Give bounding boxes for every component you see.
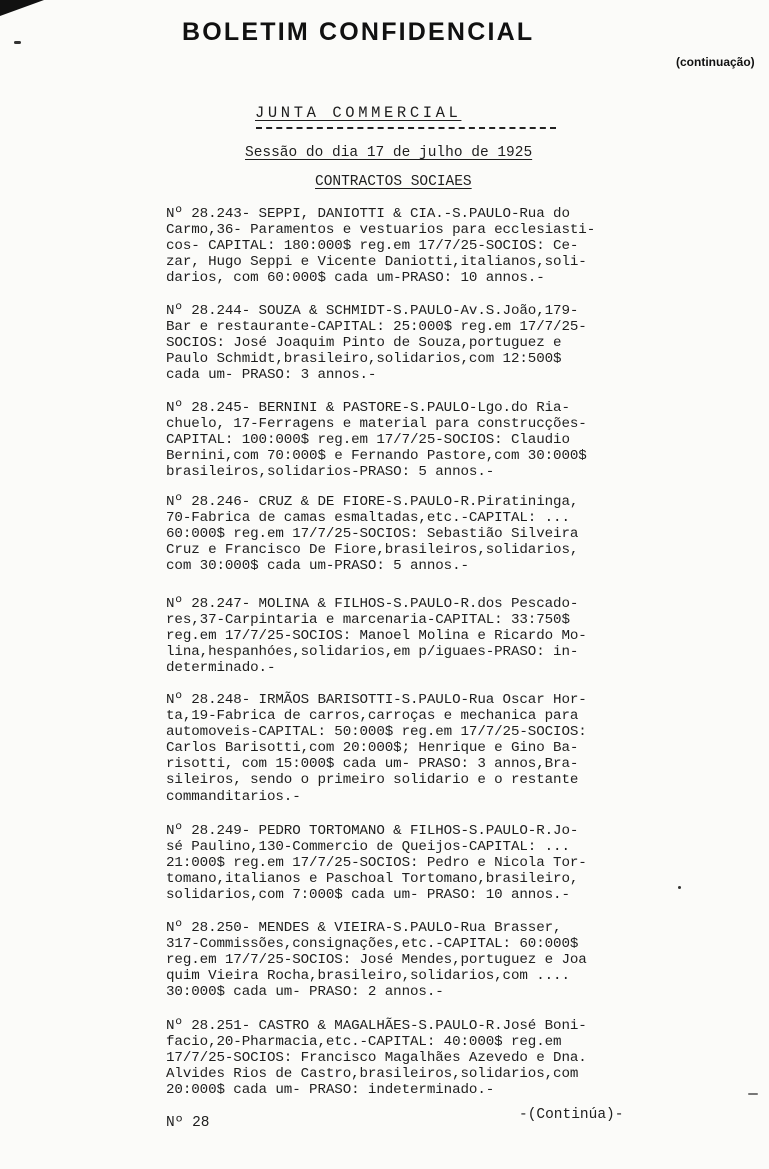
entry-line: 70-Fabrica de camas esmaltadas,etc.-CAPITAL: ... bbox=[166, 510, 570, 527]
entry-line: zar, Hugo Seppi e Vicente Daniotti,italianos,soli- bbox=[166, 254, 587, 271]
entry-line: 21:000$ reg.em 17/7/25-SOCIOS: Pedro e Nicola Tor- bbox=[166, 855, 587, 872]
entry-line: Carmo,36- Paramentos e vestuarios para ecclesiasti- bbox=[166, 222, 596, 239]
entry-line: Nº 28.244- SOUZA & SCHMIDT-S.PAULO-Av.S.João,179- bbox=[166, 303, 579, 319]
entry-line: Paulo Schmidt,brasileiro,solidarios,com 12:500$ bbox=[166, 351, 562, 368]
entry-line: CAPITAL: 100:000$ reg.em 17/7/25-SOCIOS: Claudio bbox=[166, 432, 570, 449]
entry-line: Nº 28.245- BERNINI & PASTORE-S.PAULO-Lgo.do Ria- bbox=[166, 400, 570, 416]
session-date: Sessão do dia 17 de julho de 1925 bbox=[245, 145, 533, 161]
section-heading: JUNTA COMMERCIAL bbox=[255, 104, 462, 122]
heading-divider bbox=[256, 127, 556, 129]
contract-entry bbox=[166, 1018, 666, 1098]
section-subheading: CONTRACTOS SOCIAES bbox=[315, 174, 472, 190]
scan-speck bbox=[678, 886, 681, 889]
entry-line: 17/7/25-SOCIOS: Francisco Magalhães Azevedo e Dna. bbox=[166, 1050, 587, 1067]
contract-entry bbox=[166, 596, 666, 676]
scan-speck bbox=[748, 1093, 758, 1095]
entry-line: quim Vieira Rocha,brasileiro,solidarios,com .... bbox=[166, 968, 570, 985]
entry-line: cos- CAPITAL: 180:000$ reg.em 17/7/25-SOCIOS: Ce- bbox=[166, 238, 579, 255]
entry-line: SOCIOS: José Joaquim Pinto de Souza,portuguez e bbox=[166, 335, 562, 352]
entry-line: 30:000$ cada um- PRASO: 2 annos.- bbox=[166, 984, 444, 1001]
entry-line: solidarios,com 7:000$ cada um- PRASO: 10 annos.- bbox=[166, 887, 570, 904]
contract-entry bbox=[166, 692, 666, 805]
entry-line: reg.em 17/7/25-SOCIOS: Manoel Molina e Ricardo Mo- bbox=[166, 628, 587, 645]
entry-line: tomano,italianos e Paschoal Tortomano,brasileiro, bbox=[166, 871, 579, 888]
entry-line: Nº 28.243- SEPPI, DANIOTTI & CIA.-S.PAULO-Rua do bbox=[166, 206, 570, 222]
entry-line: facio,20-Pharmacia,etc.-CAPITAL: 40:000$ reg.em bbox=[166, 1034, 562, 1051]
entry-line: cada um- PRASO: 3 annos.- bbox=[166, 367, 377, 384]
entry-line: com 30:000$ cada um-PRASO: 5 annos.- bbox=[166, 558, 469, 575]
contract-entry bbox=[166, 920, 666, 1000]
corner-scan-mark bbox=[0, 0, 44, 16]
entry-line: Bernini,com 70:000$ e Fernando Pastore,com 30:000$ bbox=[166, 448, 587, 465]
entry-line: Nº 28.249- PEDRO TORTOMANO & FILHOS-S.PAULO-R.Jo- bbox=[166, 823, 579, 839]
entry-line: determinado.- bbox=[166, 660, 276, 677]
entry-line: 317-Commissões,consignações,etc.-CAPITAL: 60:000$ bbox=[166, 936, 579, 953]
entry-line: chuelo, 17-Ferragens e material para construcções- bbox=[166, 416, 587, 433]
contract-entry bbox=[166, 400, 666, 480]
entry-line: Nº 28.251- CASTRO & MAGALHÃES-S.PAULO-R.José Boni- bbox=[166, 1018, 587, 1034]
entry-line: risotti, com 15:000$ cada um- PRASO: 3 annos,Bra- bbox=[166, 756, 579, 773]
contract-entry bbox=[166, 303, 666, 383]
entry-line: ta,19-Fabrica de carros,carroças e mechanica para bbox=[166, 708, 579, 725]
entry-line: darios, com 60:000$ cada um-PRASO: 10 annos.- bbox=[166, 270, 545, 287]
entry-line: commanditarios.- bbox=[166, 788, 301, 805]
entry-line: Nº 28.248- IRMÃOS BARISOTTI-S.PAULO-Rua Oscar Hor- bbox=[166, 692, 587, 708]
entry-line: 60:000$ reg.em 17/7/25-SOCIOS: Sebastião Silveira bbox=[166, 526, 579, 543]
document-title: BOLETIM CONFIDENCIAL bbox=[182, 18, 535, 46]
entry-line: Nº 28.250- MENDES & VIEIRA-S.PAULO-Rua Brasser, bbox=[166, 920, 562, 936]
entry-line: lina,hespanhóes,solidarios,em p/iguaes-PRASO: in- bbox=[166, 644, 579, 661]
page-number: Nº 28 bbox=[166, 1115, 210, 1131]
contract-entry bbox=[166, 823, 666, 903]
entry-line: Bar e restaurante-CAPITAL: 25:000$ reg.em 17/7/25- bbox=[166, 319, 587, 336]
entry-line: sé Paulino,130-Commercio de Queijos-CAPITAL: ... bbox=[166, 839, 570, 856]
entry-line: reg.em 17/7/25-SOCIOS: José Mendes,portuguez e Joa bbox=[166, 952, 587, 969]
entry-line: Carlos Barisotti,com 20:000$; Henrique e Gino Ba- bbox=[166, 740, 579, 757]
entry-line: Cruz e Francisco De Fiore,brasileiros,solidarios, bbox=[166, 542, 579, 559]
entry-line: automoveis-CAPITAL: 50:000$ reg.em 17/7/25-SOCIOS: bbox=[166, 724, 587, 741]
entry-line: res,37-Carpintaria e marcenaria-CAPITAL: 33:750$ bbox=[166, 612, 570, 629]
entry-line: Nº 28.247- MOLINA & FILHOS-S.PAULO-R.dos Pescado- bbox=[166, 596, 579, 612]
continues-note: -(Continúa)- bbox=[519, 1107, 624, 1123]
contract-entry bbox=[166, 494, 666, 574]
entry-line: Nº 28.246- CRUZ & DE FIORE-S.PAULO-R.Piratininga, bbox=[166, 494, 579, 510]
entry-line: sileiros, sendo o primeiro solidario e o restante bbox=[166, 772, 579, 789]
contract-entry bbox=[166, 206, 666, 286]
entry-line: brasileiros,solidarios-PRASO: 5 annos.- bbox=[166, 464, 495, 481]
continuation-note: (continuação) bbox=[676, 55, 755, 69]
entry-line: 20:000$ cada um- PRASO: indeterminado.- bbox=[166, 1082, 495, 1099]
entry-line: Alvides Rios de Castro,brasileiros,solidarios,com bbox=[166, 1066, 579, 1083]
scan-speck bbox=[14, 41, 21, 44]
